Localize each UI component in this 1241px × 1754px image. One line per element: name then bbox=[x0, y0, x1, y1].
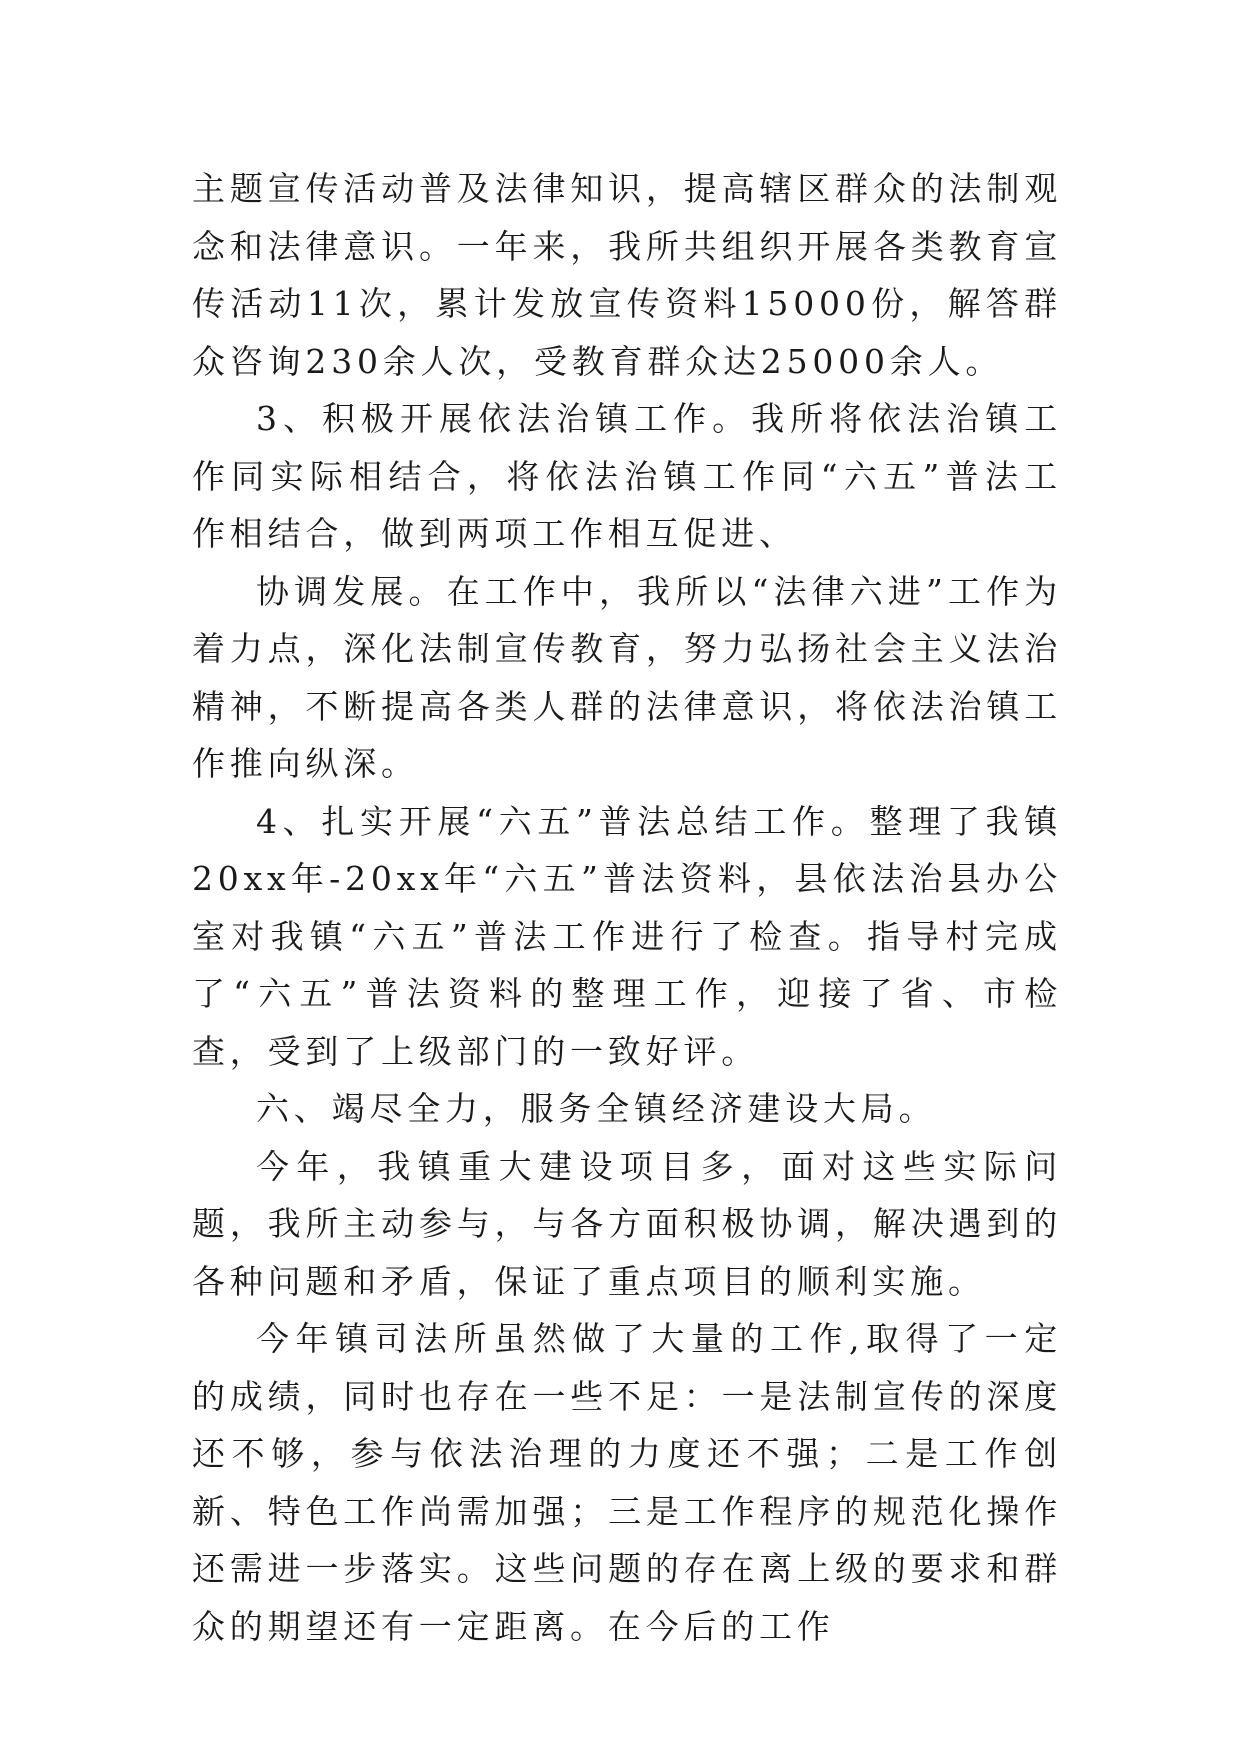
paragraph-coordinated-development: 协调发展。在工作中，我所以“法律六进”工作为着力点，深化法制宣传教育，努力弘扬社会主义法治精神，不断提高各类人群的法律意识，将依法治镇工作推向纵深。 bbox=[192, 571, 1062, 783]
paragraph-topic-publicity: 主题宣传活动普及法律知识，提高辖区群众的法制观念和法律意识。一年来，我所共组织开展各类教育宣传活动11次，累计发放宣传资料15000份，解答群众咨询230余人次，受教育群众达25000余人。 bbox=[192, 169, 1062, 381]
paragraph-rule-of-law-town: 3、积极开展依法治镇工作。我所将依法治镇工作同实际相结合，将依法治镇工作同“六五”普法工作相结合，做到两项工作相互促进、 bbox=[192, 399, 1062, 553]
section-heading-economic-construction: 六、竭尽全力，服务全镇经济建设大局。 bbox=[256, 1089, 937, 1128]
document-body bbox=[192, 160, 1062, 1655]
paragraph-major-projects: 今年，我镇重大建设项目多，面对这些实际问题，我所主动参与，与各方面积极协调，解决遇到的各种问题和矛盾，保证了重点项目的顺利实施。 bbox=[192, 1146, 1062, 1301]
paragraph-sixth-five-year-summary: 4、扎实开展“六五”普法总结工作。整理了我镇20xx年-20xx年“六五”普法资料，县依法治县办公室对我镇“六五”普法工作进行了检查。指导村完成了“六五”普法资料的整理工作，迎接了省、市检查，受到了上级部门的一致好评。 bbox=[192, 801, 1062, 1071]
paragraph-shortcomings: 今年镇司法所虽然做了大量的工作,取得了一定的成绩，同时也存在一些不足：一是法制宣传的深度还不够，参与依法治理的力度还不强；二是工作创新、特色工作尚需加强；三是工作程序的规范化操作还需进一步落实。这些问题的存在离上级的要求和群众的期望还有一定距离。在今后的工作 bbox=[192, 1319, 1062, 1646]
